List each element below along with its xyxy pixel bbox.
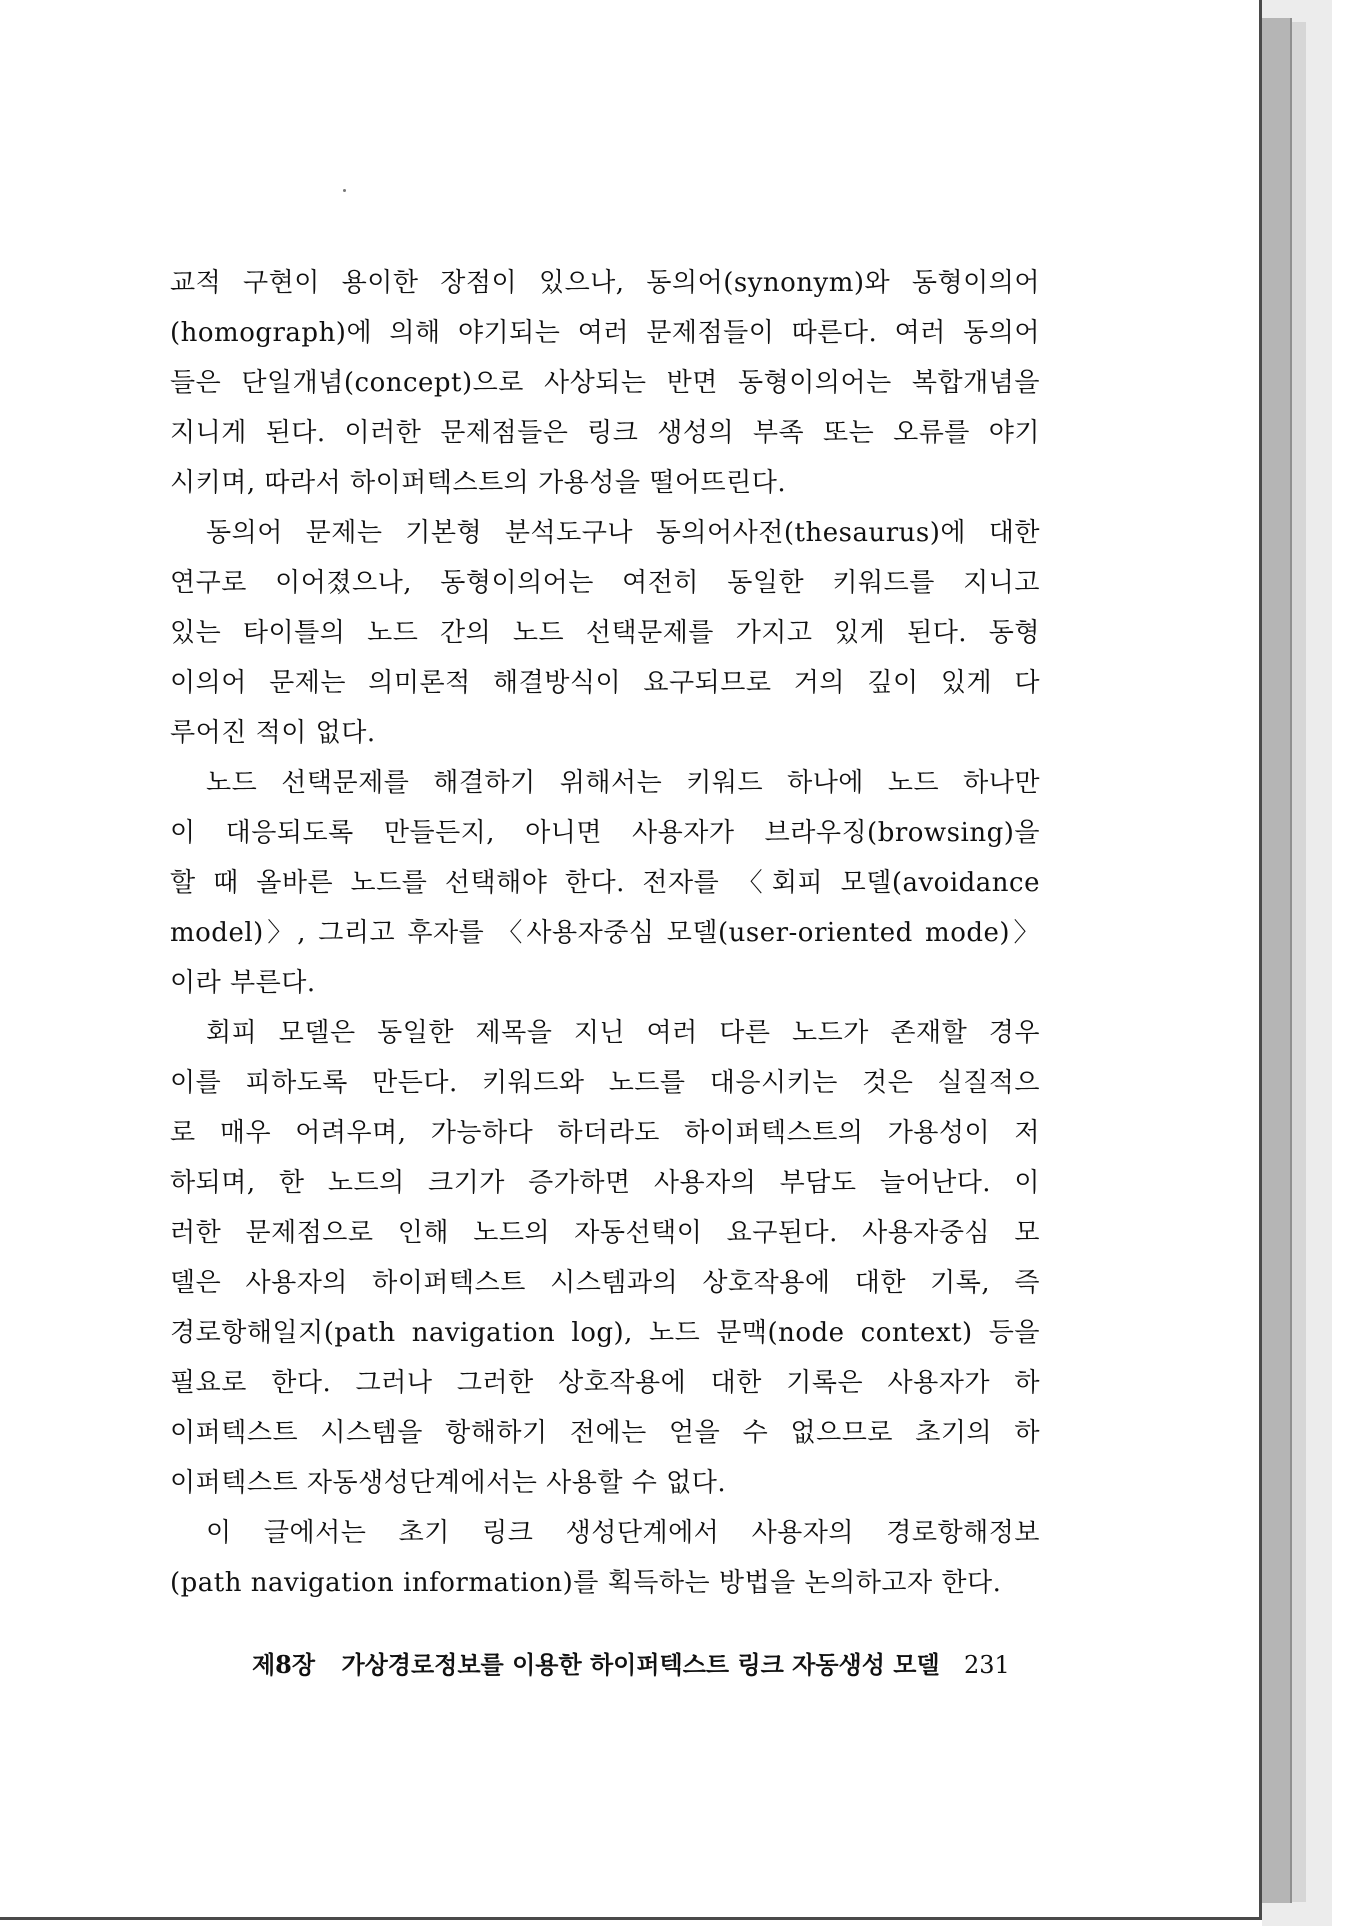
text-line: 이 대응되도록 만들든지, 아니면 사용자가 브라우징(browsing)을 xyxy=(170,818,1040,848)
text-line: (path navigation information)를 획득하는 방법을 논의하고자 한다. xyxy=(170,1568,1002,1598)
body-text xyxy=(170,258,1040,1608)
page-number: 231 xyxy=(964,1651,1010,1679)
text-line: 노드 선택문제를 해결하기 위해서는 키워드 하나에 노드 하나만 xyxy=(206,768,1040,798)
text-line: 하되며, 한 노드의 크기가 증가하면 사용자의 부담도 늘어난다. 이 xyxy=(170,1168,1040,1198)
scan-speck xyxy=(343,189,346,192)
text-line: 이라 부른다. xyxy=(170,968,316,998)
text-line: 로 매우 어려우며, 가능하다 하더라도 하이퍼텍스트의 가용성이 저 xyxy=(170,1118,1040,1148)
text-line: 이퍼텍스트 시스템을 항해하기 전에는 얻을 수 없으므로 초기의 하 xyxy=(170,1418,1040,1448)
text-line: 필요로 한다. 그러나 그러한 상호작용에 대한 기록은 사용자가 하 xyxy=(170,1368,1040,1398)
text-line: 경로항해일지(path navigation log), 노드 문맥(node context) 등을 xyxy=(170,1318,1040,1348)
running-footer xyxy=(252,1645,1010,1685)
text-line: 이퍼텍스트 자동생성단계에서는 사용할 수 없다. xyxy=(170,1468,727,1498)
text-line: 러한 문제점으로 인해 노드의 자동선택이 요구된다. 사용자중심 모 xyxy=(170,1218,1040,1248)
paragraph xyxy=(170,1008,1040,1508)
page-stack-edge-light xyxy=(1292,22,1306,1902)
paragraph xyxy=(170,758,1040,1008)
text-line: 동의어 문제는 기본형 분석도구나 동의어사전(thesaurus)에 대한 xyxy=(206,518,1040,548)
text-line: 델은 사용자의 하이퍼텍스트 시스템과의 상호작용에 대한 기록, 즉 xyxy=(170,1268,1040,1298)
text-line: model)〉, 그리고 후자를 〈사용자중심 모델(user-oriented mode)〉 xyxy=(170,918,1040,948)
text-line: 할 때 올바른 노드를 선택해야 한다. 전자를 〈회피 모델(avoidance xyxy=(170,868,1040,898)
text-line: (homograph)에 의해 야기되는 여러 문제점들이 따른다. 여러 동의어 xyxy=(170,318,1040,348)
paragraph xyxy=(170,258,1040,508)
footer-title: 가상경로정보를 이용한 하이퍼텍스트 링크 자동생성 모델 xyxy=(341,1650,940,1679)
text-line: 이 글에서는 초기 링크 생성단계에서 사용자의 경로항해정보 xyxy=(206,1518,1040,1548)
footer-chapter: 제8장 xyxy=(252,1650,316,1679)
text-line: 이의어 문제는 의미론적 해결방식이 요구되므로 거의 깊이 있게 다 xyxy=(170,668,1040,698)
text-line: 루어진 적이 없다. xyxy=(170,718,376,748)
text-line: 시키며, 따라서 하이퍼텍스트의 가용성을 떨어뜨린다. xyxy=(170,468,787,498)
page-stack-edge xyxy=(1262,18,1292,1903)
text-line: 교적 구현이 용이한 장점이 있으나, 동의어(synonym)와 동형이의어 xyxy=(170,268,1040,298)
text-line: 회피 모델은 동일한 제목을 지닌 여러 다른 노드가 존재할 경우 xyxy=(206,1018,1040,1048)
paragraph xyxy=(170,1508,1040,1608)
text-line: 지니게 된다. 이러한 문제점들은 링크 생성의 부족 또는 오류를 야기 xyxy=(170,418,1040,448)
text-line: 연구로 이어졌으나, 동형이의어는 여전히 동일한 키워드를 지니고 xyxy=(170,568,1040,598)
text-line: 이를 피하도록 만든다. 키워드와 노드를 대응시키는 것은 실질적으 xyxy=(170,1068,1040,1098)
paragraph xyxy=(170,508,1040,758)
text-line: 있는 타이틀의 노드 간의 노드 선택문제를 가지고 있게 된다. 동형 xyxy=(170,618,1040,648)
text-line: 들은 단일개념(concept)으로 사상되는 반면 동형이의어는 복합개념을 xyxy=(170,368,1040,398)
